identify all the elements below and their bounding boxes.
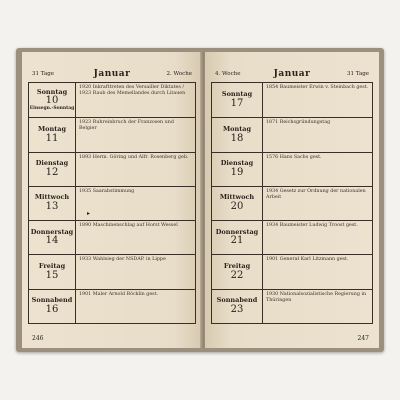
day-label (29, 153, 76, 186)
day-entry: 1920 Inkrafttreten des Versailler Diktates / 1923 Raub des Memellandes durch Litauen (79, 85, 186, 96)
day-name: Montag (222, 124, 251, 133)
day-label (212, 290, 263, 323)
day-label (212, 83, 263, 117)
day-label (29, 255, 76, 288)
day-number: 13 (45, 201, 59, 213)
day-row (29, 152, 195, 186)
day-entry: 1871 Reichsgründungstag (266, 120, 331, 126)
day-label (29, 83, 76, 117)
day-entry: 1901 Generał Karl Litzmann gest. (266, 257, 349, 263)
day-name: Sonnabend (31, 296, 73, 305)
day-entry: 1934 Baumeister Ludwig Troost gest. (266, 223, 358, 229)
right-header-month: Januar (273, 69, 311, 79)
day-name: Sonntag (36, 87, 68, 96)
day-name: Donnerstag (215, 227, 259, 236)
day-number: 21 (230, 235, 244, 247)
day-number: 20 (230, 201, 244, 213)
day-label (29, 118, 76, 151)
day-row (29, 186, 195, 220)
day-row (212, 254, 372, 288)
day-number: 23 (230, 304, 244, 315)
day-number: 18 (230, 132, 244, 144)
day-number: 19 (230, 166, 244, 178)
day-label (29, 290, 76, 323)
day-name: Donnerstag (30, 227, 74, 236)
day-name: Mittwoch (34, 193, 70, 202)
day-entry: 1933 Wahlsieg der NSDAP. in Lippe (79, 257, 166, 263)
day-label (29, 221, 76, 254)
day-name: Sonnabend (216, 296, 258, 305)
left-header-month: Januar (93, 69, 131, 79)
day-name: Dienstag (35, 159, 69, 168)
day-label (212, 255, 263, 288)
day-entry: 1854 Baumeister Erwin v. Steinbach gest. (266, 85, 369, 90)
day-label (212, 153, 263, 186)
day-label (212, 187, 263, 220)
day-entry: 1890 Maschinenschlag auf Horst Wessel (79, 223, 178, 229)
right-page (205, 52, 379, 348)
day-entry: 1893 Herm. Göring und Alfr. Rosenberg geb. (79, 154, 189, 160)
day-row (29, 289, 195, 323)
left-page-header (28, 66, 196, 82)
margin-mark-icon: ▸ (87, 210, 91, 218)
left-header-days: 31 Tage (32, 71, 55, 77)
day-label (29, 187, 76, 220)
day-row (212, 152, 372, 186)
day-number: 11 (45, 132, 59, 144)
day-number: 10 (45, 95, 59, 107)
day-row (212, 186, 372, 220)
day-row (29, 83, 195, 117)
day-name: Montag (37, 124, 66, 133)
day-row (212, 289, 372, 323)
day-row (212, 117, 372, 151)
day-number: 14 (45, 235, 59, 247)
day-row (212, 83, 372, 117)
day-number: 12 (45, 166, 59, 178)
left-day-grid (28, 82, 196, 324)
right-header-days: 31 Tage (346, 71, 369, 77)
left-page-number: 246 (32, 335, 44, 342)
day-number: 16 (45, 304, 59, 315)
day-name: Dienstag (220, 159, 254, 168)
right-page-number: 247 (357, 335, 369, 342)
right-day-grid (211, 82, 373, 324)
day-label (212, 118, 263, 151)
day-entry: 1901 Maler Arnold Böcklin gest. (79, 291, 159, 297)
right-header-week: 4. Woche (215, 71, 241, 77)
day-number: 22 (230, 269, 244, 281)
day-number: 17 (230, 97, 244, 109)
day-name: Mittwoch (219, 193, 255, 202)
day-entry: 1930 Nationalsozialistische Regierung in Thüringen (266, 291, 367, 303)
left-header-week: 2. Woche (166, 71, 192, 77)
day-entry: 1935 Saarabstimmung (79, 188, 135, 194)
day-entry: 1923 Ruhreinbruch der Franzosen und Belgier (79, 120, 174, 132)
day-entry: 1934 Gesetz zur Ordnung der nationalen Arbeit (266, 188, 366, 200)
day-row (29, 254, 195, 288)
day-label (212, 221, 263, 254)
day-row (29, 220, 195, 254)
day-number: 15 (45, 269, 59, 281)
right-page-header (211, 66, 373, 82)
day-row (212, 220, 372, 254)
day-subtitle: Einsegn.-Sonntag (29, 105, 75, 111)
left-page (22, 52, 202, 348)
day-name: Freitag (38, 261, 66, 270)
day-name: Sonntag (221, 89, 253, 98)
day-name: Freitag (223, 261, 251, 270)
day-row (29, 117, 195, 151)
day-entry: 1576 Hans Sachs gest. (266, 154, 322, 160)
